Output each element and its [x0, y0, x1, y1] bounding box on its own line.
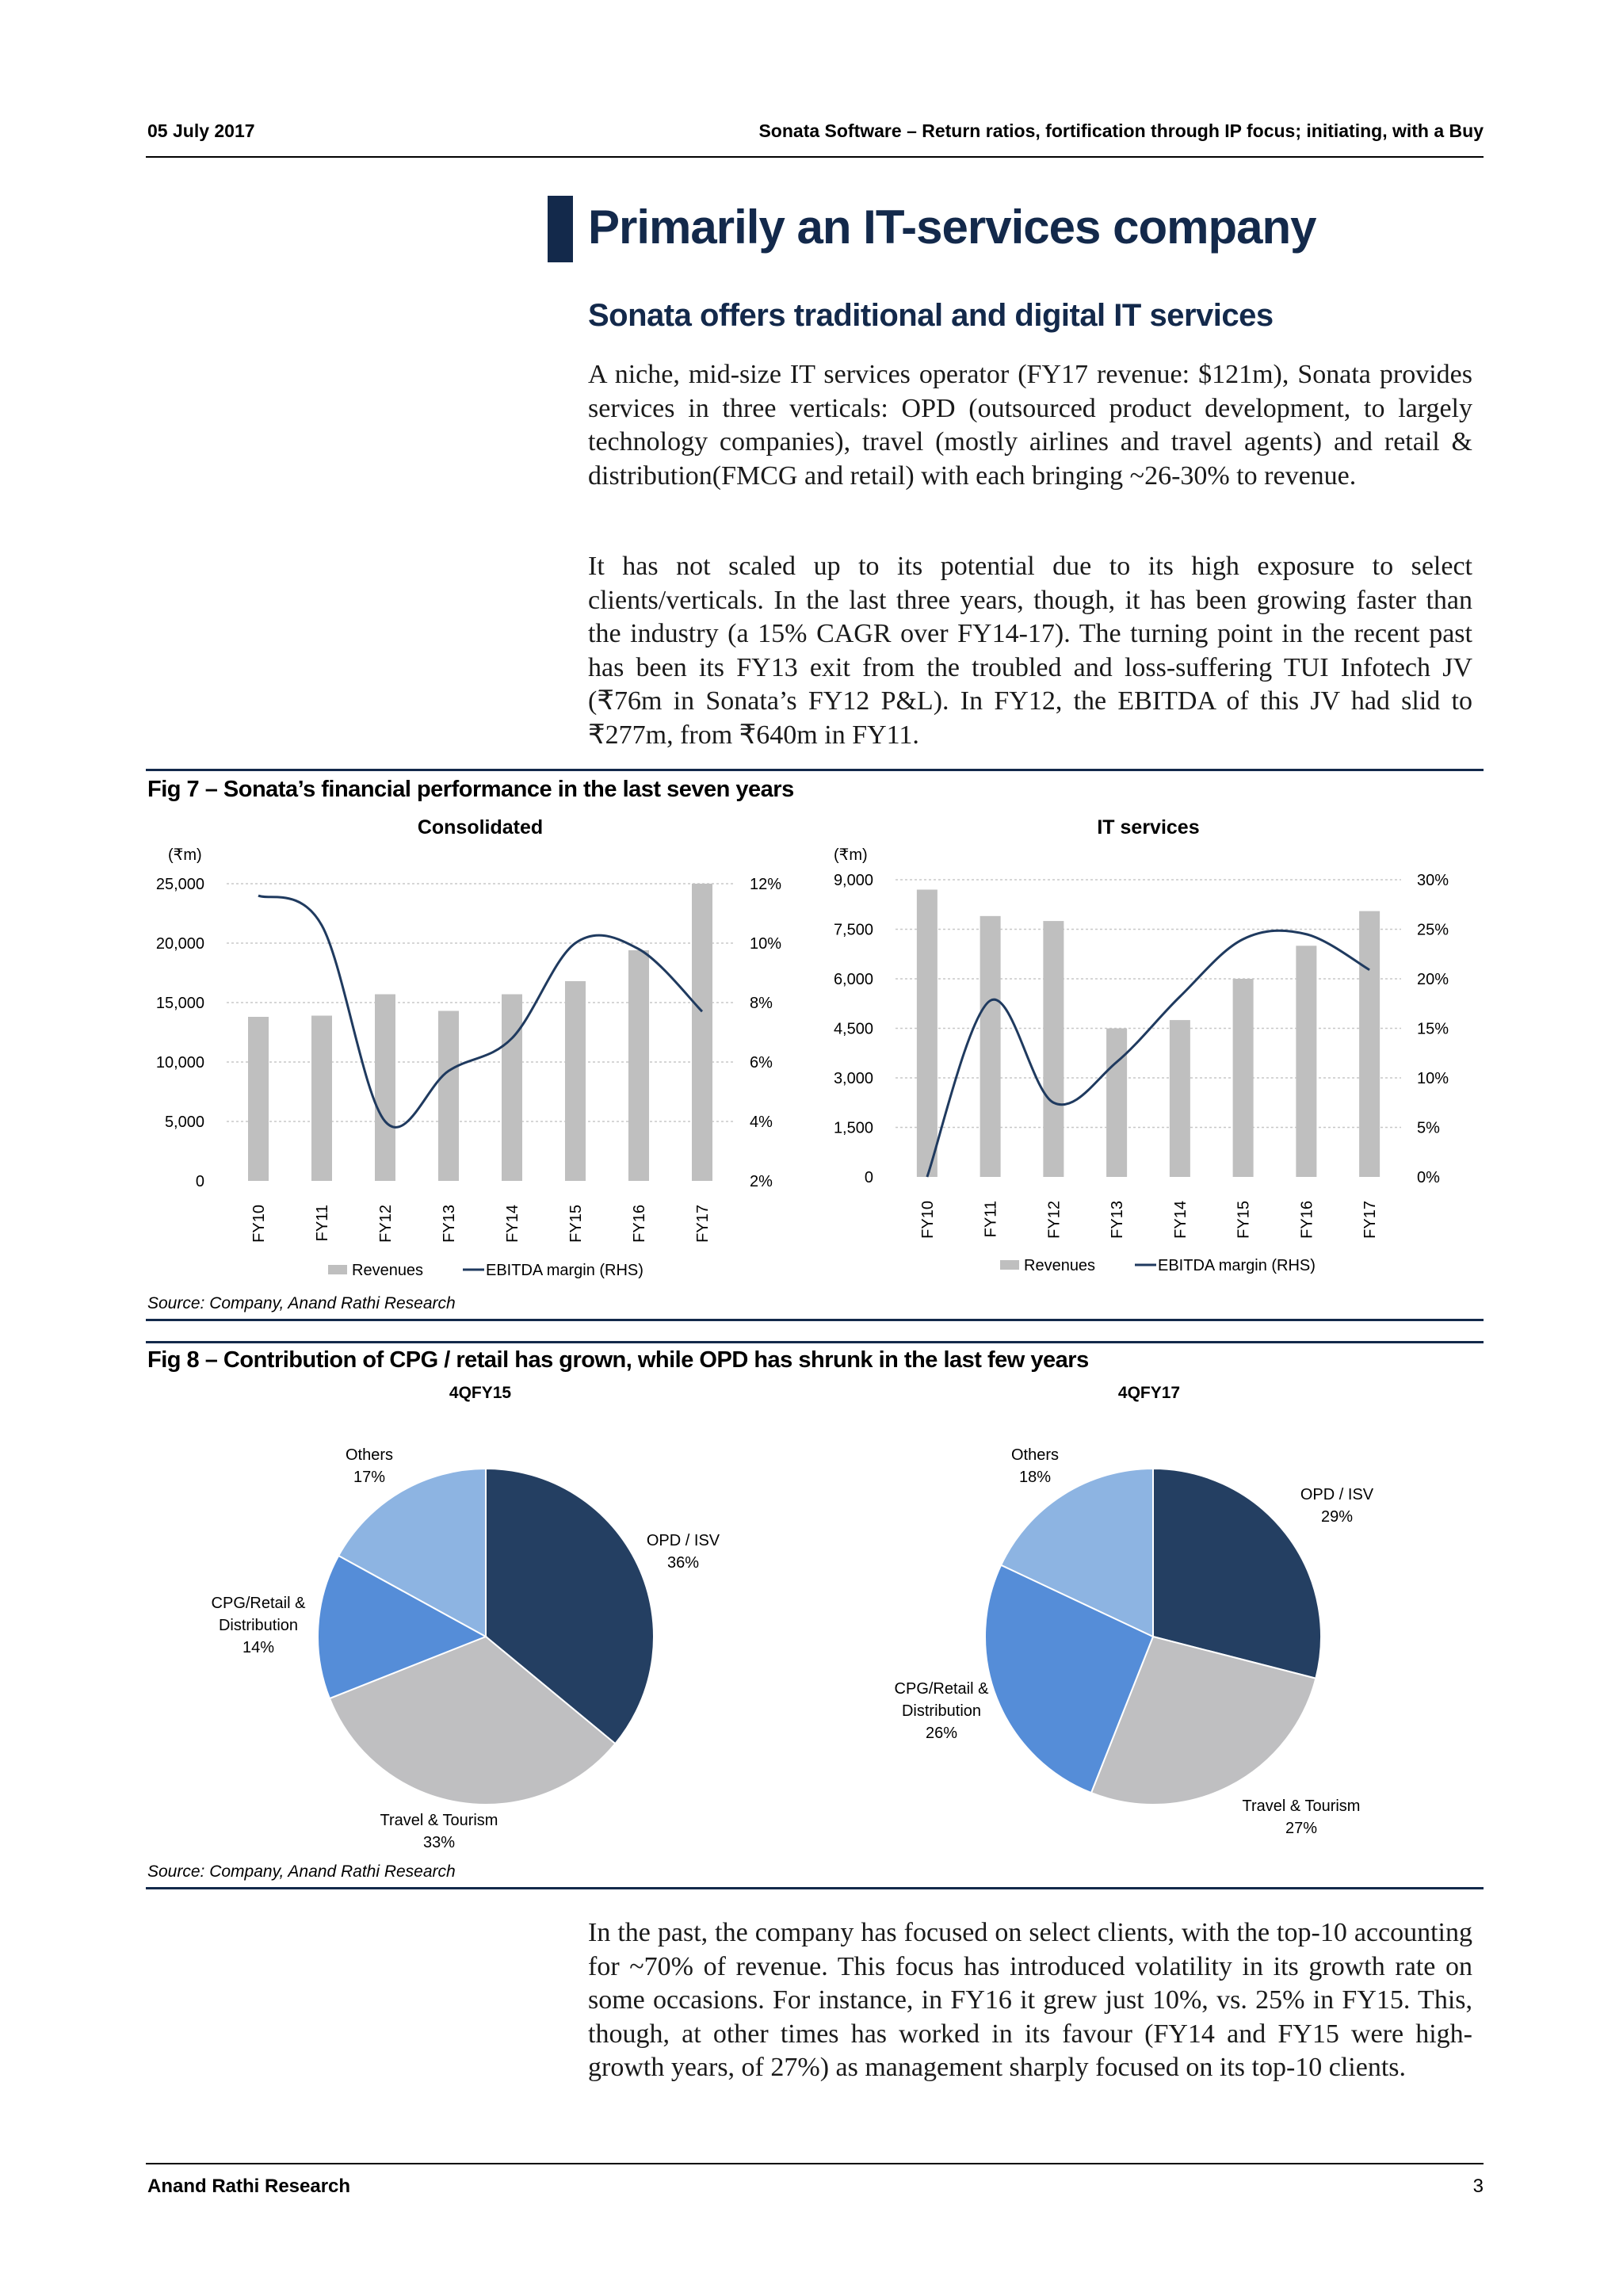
revenue-bar [248, 1017, 269, 1181]
y2-tick-label: 15% [1417, 1020, 1449, 1038]
x-tick-label: FY12 [377, 1205, 395, 1243]
header-divider [146, 156, 1484, 158]
revenue-bar [1359, 911, 1380, 1177]
fig8-source: Source: Company, Anand Rathi Research [147, 1862, 456, 1881]
y2-tick-label: 2% [750, 1173, 773, 1190]
y2-tick-label: 20% [1417, 971, 1449, 988]
pie-slice-label: Others 17% [345, 1446, 394, 1486]
legend-ebitda-label: EBITDA margin (RHS) [1158, 1257, 1316, 1274]
y-axis-unit-label: (₹m) [834, 846, 868, 864]
y2-tick-label: 10% [1417, 1070, 1449, 1087]
y-tick-label: 6,000 [833, 971, 873, 988]
fig8-title: Fig 8 – Contribution of CPG / retail has grown, while OPD has shrunk in the last few years [147, 1347, 1089, 1373]
x-tick-label: FY17 [1361, 1201, 1380, 1239]
x-tick-label: FY10 [918, 1201, 937, 1239]
chart-title: Consolidated [417, 816, 544, 839]
x-tick-label: FY16 [631, 1205, 648, 1243]
revenue-bar [917, 890, 938, 1178]
it-services-chart [816, 812, 1484, 1288]
fig7-top-rule [146, 769, 1484, 771]
x-tick-label: FY13 [441, 1205, 458, 1243]
y-tick-label: 4,500 [833, 1020, 873, 1038]
y2-tick-label: 5% [1417, 1119, 1440, 1137]
pie-chart-4qfy17 [816, 1379, 1484, 1855]
paragraph-clients: In the past, the company has focused on select clients, with the top-10 accounting for ~70% of revenue. This focus has introduced volatility in its growth rate on some occasions. For instance, in FY16 it grew just 10%, vs. 25% in FY15. This, though, at other times has worked in its favour (FY14 and FY15 were high-growth years, of 27%) as management sharply focused on its top-10 clients. [588, 1918, 1472, 2082]
y2-tick-label: 6% [750, 1054, 773, 1072]
y2-tick-label: 25% [1417, 921, 1449, 939]
y2-tick-label: 10% [750, 935, 782, 953]
revenue-bar [628, 950, 649, 1181]
x-tick-label: FY13 [1109, 1201, 1127, 1239]
legend-revenues-label: Revenues [1024, 1257, 1096, 1274]
revenue-bar [980, 916, 1001, 1177]
chart-title: IT services [1097, 816, 1200, 839]
footer-divider [146, 2163, 1484, 2164]
fig7-source: Source: Company, Anand Rathi Research [147, 1294, 456, 1312]
y-tick-label: 0 [195, 1173, 204, 1190]
revenue-bar [1233, 979, 1254, 1177]
fig7-title: Fig 7 – Sonata’s financial performance in the last seven years [147, 777, 794, 802]
revenue-bar [311, 1016, 332, 1182]
y-tick-label: 9,000 [833, 872, 873, 889]
pie-title: 4QFY15 [449, 1384, 512, 1402]
x-tick-label: FY14 [504, 1205, 521, 1243]
legend-revenues-swatch [328, 1265, 347, 1274]
fig7-bottom-rule [146, 1319, 1484, 1321]
paragraph-history: It has not scaled up to its potential due to its high exposure to select clients/verticals. In the last three years, though, it has been growing faster than the industry (a 15% CAGR over FY14-17). The turning point in the recent past has been its FY13 exit from the troubled and loss-suffering TUI Infotech JV (₹76m in Sonata’s FY12 P&L). In FY12, the EBITDA of this JV had slid to ₹277m, from ₹640m in FY11. [588, 552, 1472, 750]
x-tick-label: FY11 [314, 1205, 331, 1242]
revenue-bar [375, 995, 395, 1182]
pie-slice-label: CPG/Retail & Distribution 26% [894, 1680, 989, 1742]
paragraph-intro: A niche, mid-size IT services operator (FY17 revenue: $121m), Sonata provides services in three verticals: OPD (outsourced product development, to largely technology companies), travel (mostly airlines and travel agents) and retail & distribution(FMCG and retail) with each bringing ~26-30% to revenue. [588, 360, 1472, 491]
y-tick-label: 3,000 [833, 1070, 873, 1087]
pie-slice-label: CPG/Retail & Distribution 14% [211, 1595, 306, 1656]
y-tick-label: 20,000 [155, 935, 204, 953]
x-tick-label: FY14 [1171, 1201, 1190, 1239]
y2-tick-label: 12% [750, 876, 782, 893]
pie-slice-label: Travel & Tourism 27% [1242, 1797, 1361, 1837]
revenue-bar [502, 995, 522, 1182]
legend-revenues-label: Revenues [352, 1262, 424, 1279]
x-tick-label: FY15 [1235, 1201, 1253, 1239]
legend-revenues-swatch [1000, 1260, 1019, 1270]
y-axis-unit-label: (₹m) [168, 846, 202, 864]
section-subtitle: Sonata offers traditional and digital IT services [588, 298, 1274, 333]
y-tick-label: 0 [864, 1169, 873, 1186]
revenue-bar [1043, 921, 1064, 1177]
y-tick-label: 25,000 [155, 876, 204, 893]
revenue-bar [1296, 946, 1316, 1177]
y-tick-label: 5,000 [164, 1114, 204, 1131]
report-date: 05 July 2017 [147, 120, 255, 141]
x-tick-label: FY15 [567, 1205, 585, 1243]
y-tick-label: 1,500 [833, 1119, 873, 1137]
revenue-bar [438, 1011, 459, 1182]
revenue-bar [692, 884, 712, 1181]
legend-ebitda-label: EBITDA margin (RHS) [486, 1262, 643, 1279]
x-tick-label: FY17 [694, 1205, 712, 1243]
section-title-accent [548, 196, 573, 262]
pie-chart-4qfy15 [147, 1379, 805, 1855]
fig8-bottom-rule [146, 1887, 1484, 1889]
y2-tick-label: 8% [750, 995, 773, 1012]
y2-tick-label: 30% [1417, 872, 1449, 889]
consolidated-chart [147, 812, 805, 1288]
footer-publisher: Anand Rathi Research [147, 2176, 351, 2197]
y2-tick-label: 0% [1417, 1169, 1440, 1186]
y-tick-label: 15,000 [155, 995, 204, 1012]
page-number: 3 [1472, 2176, 1484, 2197]
revenue-bar [1106, 1029, 1127, 1178]
revenue-bar [565, 981, 586, 1181]
report-title: Sonata Software – Return ratios, fortification through IP focus; initiating, with a Buy [758, 120, 1484, 141]
y2-tick-label: 4% [750, 1114, 773, 1131]
pie-title: 4QFY17 [1117, 1384, 1181, 1402]
x-tick-label: FY12 [1045, 1201, 1064, 1239]
fig8-top-rule [146, 1341, 1484, 1343]
pie-slice-label: OPD / ISV 36% [646, 1532, 720, 1572]
pie-slice-label: Others 18% [1010, 1446, 1060, 1486]
x-tick-label: FY10 [250, 1205, 268, 1243]
y-tick-label: 7,500 [833, 921, 873, 939]
pie-slice-label: Travel & Tourism 33% [380, 1812, 498, 1851]
revenue-bar [1170, 1020, 1190, 1177]
y-tick-label: 10,000 [155, 1054, 204, 1072]
pie-slice-label: OPD / ISV 29% [1300, 1486, 1374, 1526]
section-title: Primarily an IT-services company [588, 201, 1316, 254]
x-tick-label: FY11 [982, 1201, 1000, 1238]
x-tick-label: FY16 [1298, 1201, 1316, 1239]
